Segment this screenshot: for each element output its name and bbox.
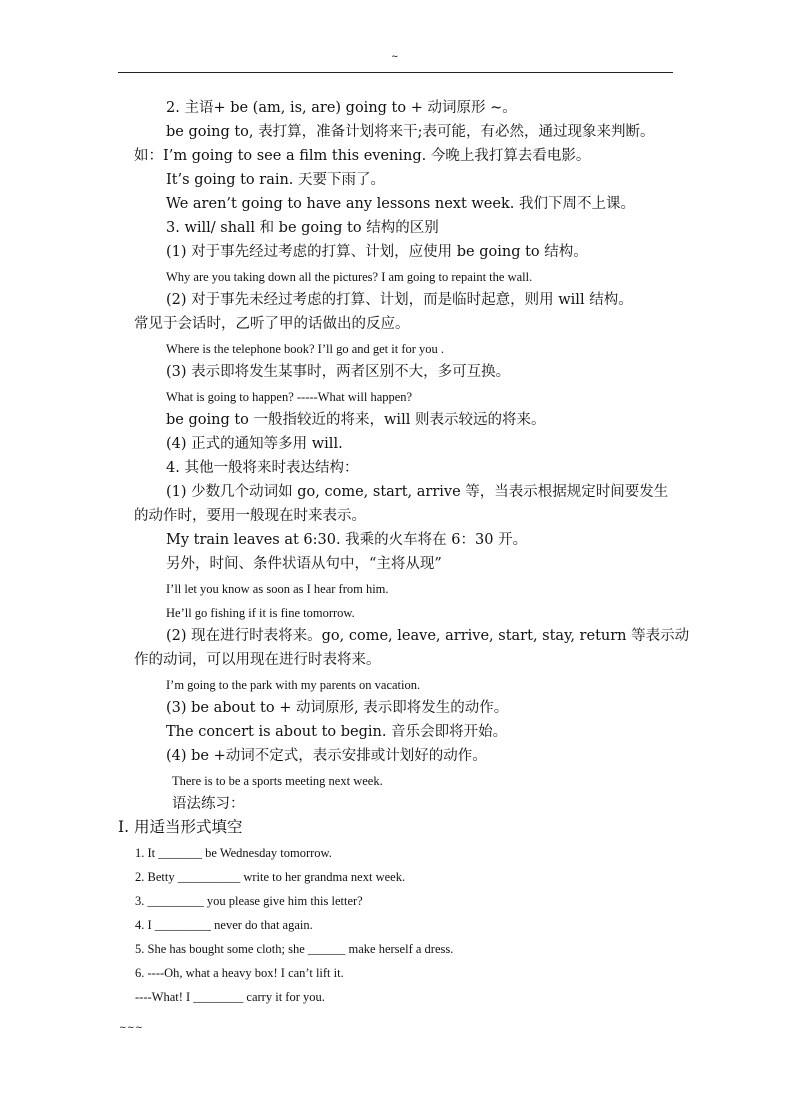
text-line: 另外，时间、条件状语从句中，“主将从现” [166, 556, 442, 572]
text-line: 4. 其他一般将来时表达结构： [166, 460, 359, 476]
text-line: 2. 主语+ be (am, is, are) going to + 动词原形 ~。 [166, 100, 517, 116]
text-line: (3) 表示即将发生某事时，两者区别不大，多可互换。 [166, 364, 511, 380]
exercise-item: 5. She has bought some cloth; she ______ make herself a dress. [135, 942, 454, 956]
text-line: I’m going to the park with my parents on vacation. [166, 678, 421, 692]
text-line: It’s going to rain. 天要下雨了。 [166, 172, 386, 188]
header-mark: ~ [391, 52, 399, 62]
exercise-item: 6. ----Oh, what a heavy box! I can’t lift it. [135, 966, 344, 980]
text-line: What is going to happen? -----What will happen? [166, 390, 413, 404]
text-line: 作的动词，可以用现在进行时表将来。 [134, 652, 381, 668]
text-line: The concert is about to begin. 音乐会即将开始。 [166, 724, 508, 740]
exercise-item: 3. _________ you please give him this letter? [135, 894, 363, 908]
text-line: (4) 正式的通知等多用 will. [166, 436, 343, 452]
exercise-item: 1. It _______ be Wednesday tomorrow. [135, 846, 332, 860]
text-line: be going to 一般指较近的将来，will 则表示较远的将来。 [166, 412, 546, 428]
text-line: Why are you taking down all the pictures? I am going to repaint the wall. [166, 270, 533, 284]
text-line: There is to be a sports meeting next week. [172, 774, 383, 788]
exercise-item: ----What! I ________ carry it for you. [135, 990, 325, 1004]
text-line: (4) be +动词不定式，表示安排或计划好的动作。 [166, 748, 487, 764]
section-heading: I. 用适当形式填空 [118, 818, 243, 836]
text-line: (1) 少数几个动词如 go, come, start, arrive 等，当表示根据规定时间要发生 [166, 484, 669, 500]
footer-mark: ~~~ [119, 1023, 144, 1033]
exercise-item: 4. I _________ never do that again. [135, 918, 313, 932]
text-line: He’ll go fishing if it is fine tomorrow. [166, 606, 355, 620]
text-line: 语法练习： [172, 796, 245, 812]
text-line: (1) 对于事先经过考虑的打算、计划，应使用 be going to 结构。 [166, 244, 588, 260]
text-line: My train leaves at 6:30. 我乘的火车将在 6：30 开。 [166, 532, 528, 548]
text-line: 的动作时，要用一般现在时来表示。 [134, 508, 366, 524]
text-line: We aren’t going to have any lessons next week. 我们下周不上课。 [166, 196, 635, 212]
text-line: 如：I’m going to see a film this evening. 今晚上我打算去看电影。 [134, 148, 591, 164]
text-line: (2) 现在进行时表将来。go, come, leave, arrive, start, stay, return 等表示动 [166, 628, 690, 644]
text-line: (2) 对于事先未经过考虑的打算、计划，而是临时起意，则用 will 结构。 [166, 292, 633, 308]
exercise-item: 2. Betty __________ write to her grandma next week. [135, 870, 406, 884]
text-line: Where is the telephone book? I’ll go and get it for you . [166, 342, 445, 356]
text-line: (3) be about to + 动词原形, 表示即将发生的动作。 [166, 700, 509, 716]
text-line: 3. will/ shall 和 be going to 结构的区别 [166, 220, 439, 236]
text-line: I’ll let you know as soon as I hear from him. [166, 582, 389, 596]
text-line: 常见于会话时，乙听了甲的话做出的反应。 [134, 316, 410, 332]
header-rule [118, 72, 673, 73]
text-line: be going to, 表打算，准备计划将来干;表可能，有必然，通过现象来判断。 [166, 124, 655, 140]
